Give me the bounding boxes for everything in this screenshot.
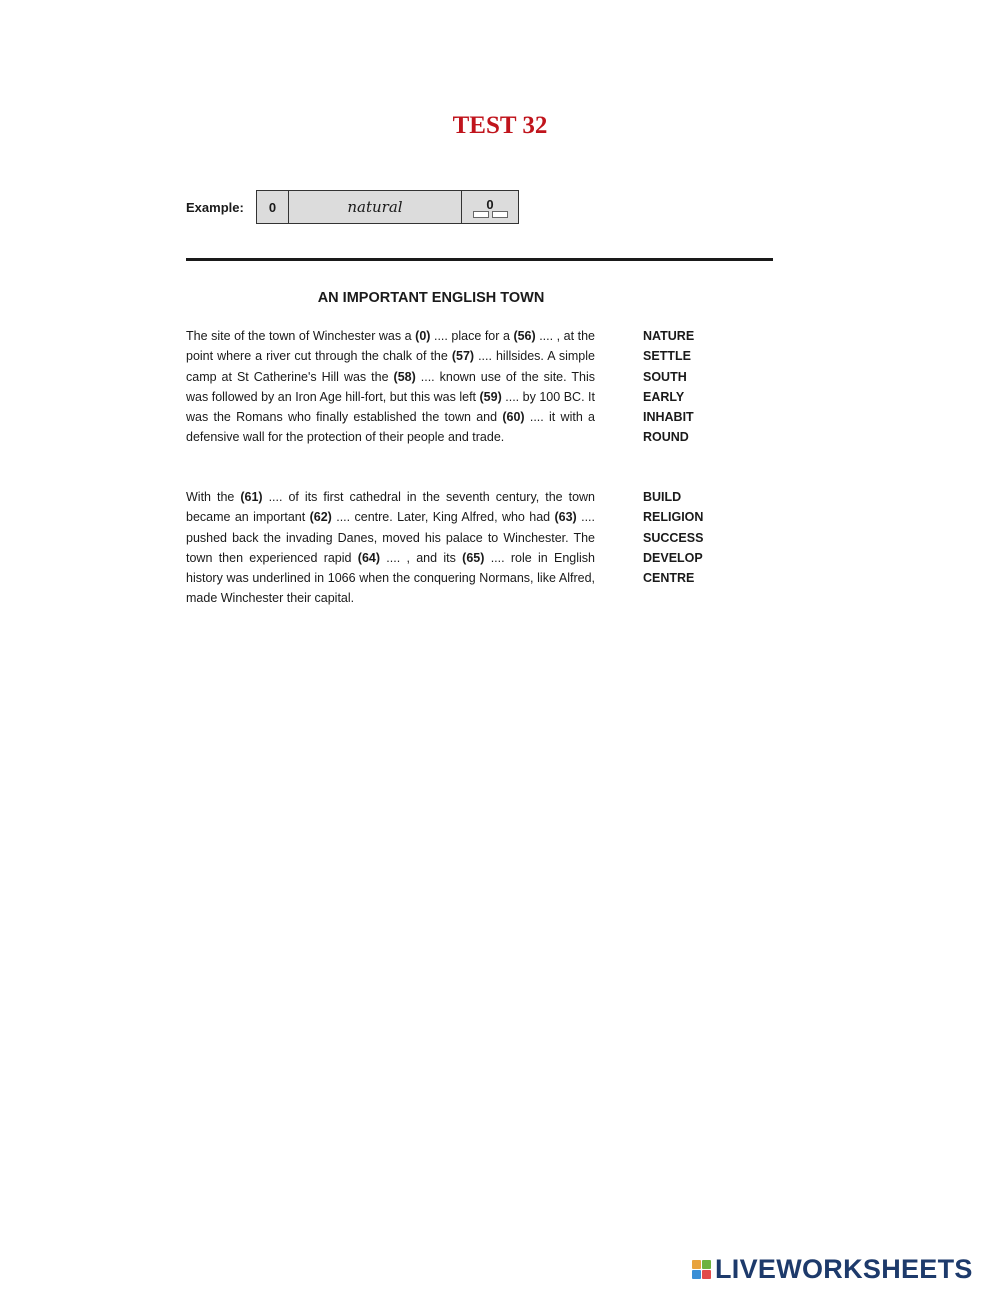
word-settle: SETTLE [643, 349, 691, 364]
paragraph-text: .... by 100 BC. It was the Romans who finally established the town and [186, 389, 595, 425]
gap-number: (64) [357, 550, 381, 565]
logo-text: LIVEWORKSHEETS [715, 1254, 973, 1284]
gap-number: (0) [415, 329, 431, 343]
paragraph-text: .... place for a [430, 329, 514, 343]
logo-square [692, 1260, 701, 1269]
paragraph-text: With the [186, 490, 241, 504]
example-label: Example: [186, 199, 244, 215]
gap-number: (56) [513, 329, 536, 343]
divider-rule [186, 258, 773, 261]
example-box-number: 0 [486, 196, 494, 212]
paragraph-text: .... , at the point where a river cut through the chalk of the [186, 329, 595, 364]
word-column-1 [643, 326, 694, 448]
article-title: AN IMPORTANT ENGLISH TOWN [317, 290, 545, 306]
paragraph-text: .... role in English history was underlined in 1066 when the conquering Normans, like Alfred, made Winchester their capital. [186, 550, 596, 606]
word-nature: NATURE [643, 329, 695, 343]
paragraph-2 [186, 487, 595, 609]
paragraph-text: .... known use of the site. This was followed by an Iron Age hill-fort, but this was left [186, 369, 595, 404]
logo-square [702, 1270, 711, 1279]
gap-number: (57) [451, 349, 475, 364]
paragraph-text: .... hillsides. A simple camp at St Catherine's Hill was the [186, 349, 595, 384]
gap-number: (63) [554, 510, 577, 525]
word-religion: RELIGION [643, 510, 704, 525]
gap-number: (58) [393, 369, 416, 384]
example-answer: natural [289, 191, 462, 223]
word-success: SUCCESS [643, 530, 704, 545]
logo-square [702, 1260, 711, 1269]
example-row [186, 190, 519, 224]
logo-square [692, 1270, 701, 1279]
gap-number: (62) [309, 510, 332, 525]
word-centre: CENTRE [643, 571, 695, 586]
word-develop: DEVELOP [643, 550, 703, 565]
word-build: BUILD [643, 490, 682, 504]
paragraph-text: .... centre. Later, King Alfred, who had [331, 510, 555, 525]
example-answer-box [256, 190, 519, 224]
word-inhabit: INHABIT [643, 410, 694, 425]
example-number: 0 [257, 191, 289, 223]
word-column-2 [643, 487, 703, 588]
paragraph-text: .... of its first cathedral in the seventh century, the town became an important [186, 490, 596, 525]
word-round: ROUND [643, 430, 689, 445]
test-title: TEST 32 [452, 112, 548, 139]
paragraph-text: .... , and its [380, 550, 463, 565]
example-answer-key [462, 191, 518, 223]
gap-number: (65) [462, 550, 485, 565]
gap-number: (61) [240, 490, 263, 504]
paragraph-text: The site of the town of Winchester was a [186, 329, 416, 343]
word-early: EARLY [643, 389, 685, 404]
liveworksheets-logo [692, 1254, 973, 1285]
word-south: SOUTH [643, 369, 687, 384]
paragraph-text: .... pushed back the invading Danes, moved his palace to Winchester. The town then experienced rapid [186, 510, 595, 565]
paragraph-text: .... it with a defensive wall for the protection of their people and trade. [186, 410, 596, 445]
gap-number: (60) [502, 410, 525, 425]
logo-icon [692, 1260, 711, 1279]
gap-number: (59) [479, 389, 502, 404]
paragraph-1 [186, 326, 595, 448]
answer-marks [473, 211, 508, 218]
